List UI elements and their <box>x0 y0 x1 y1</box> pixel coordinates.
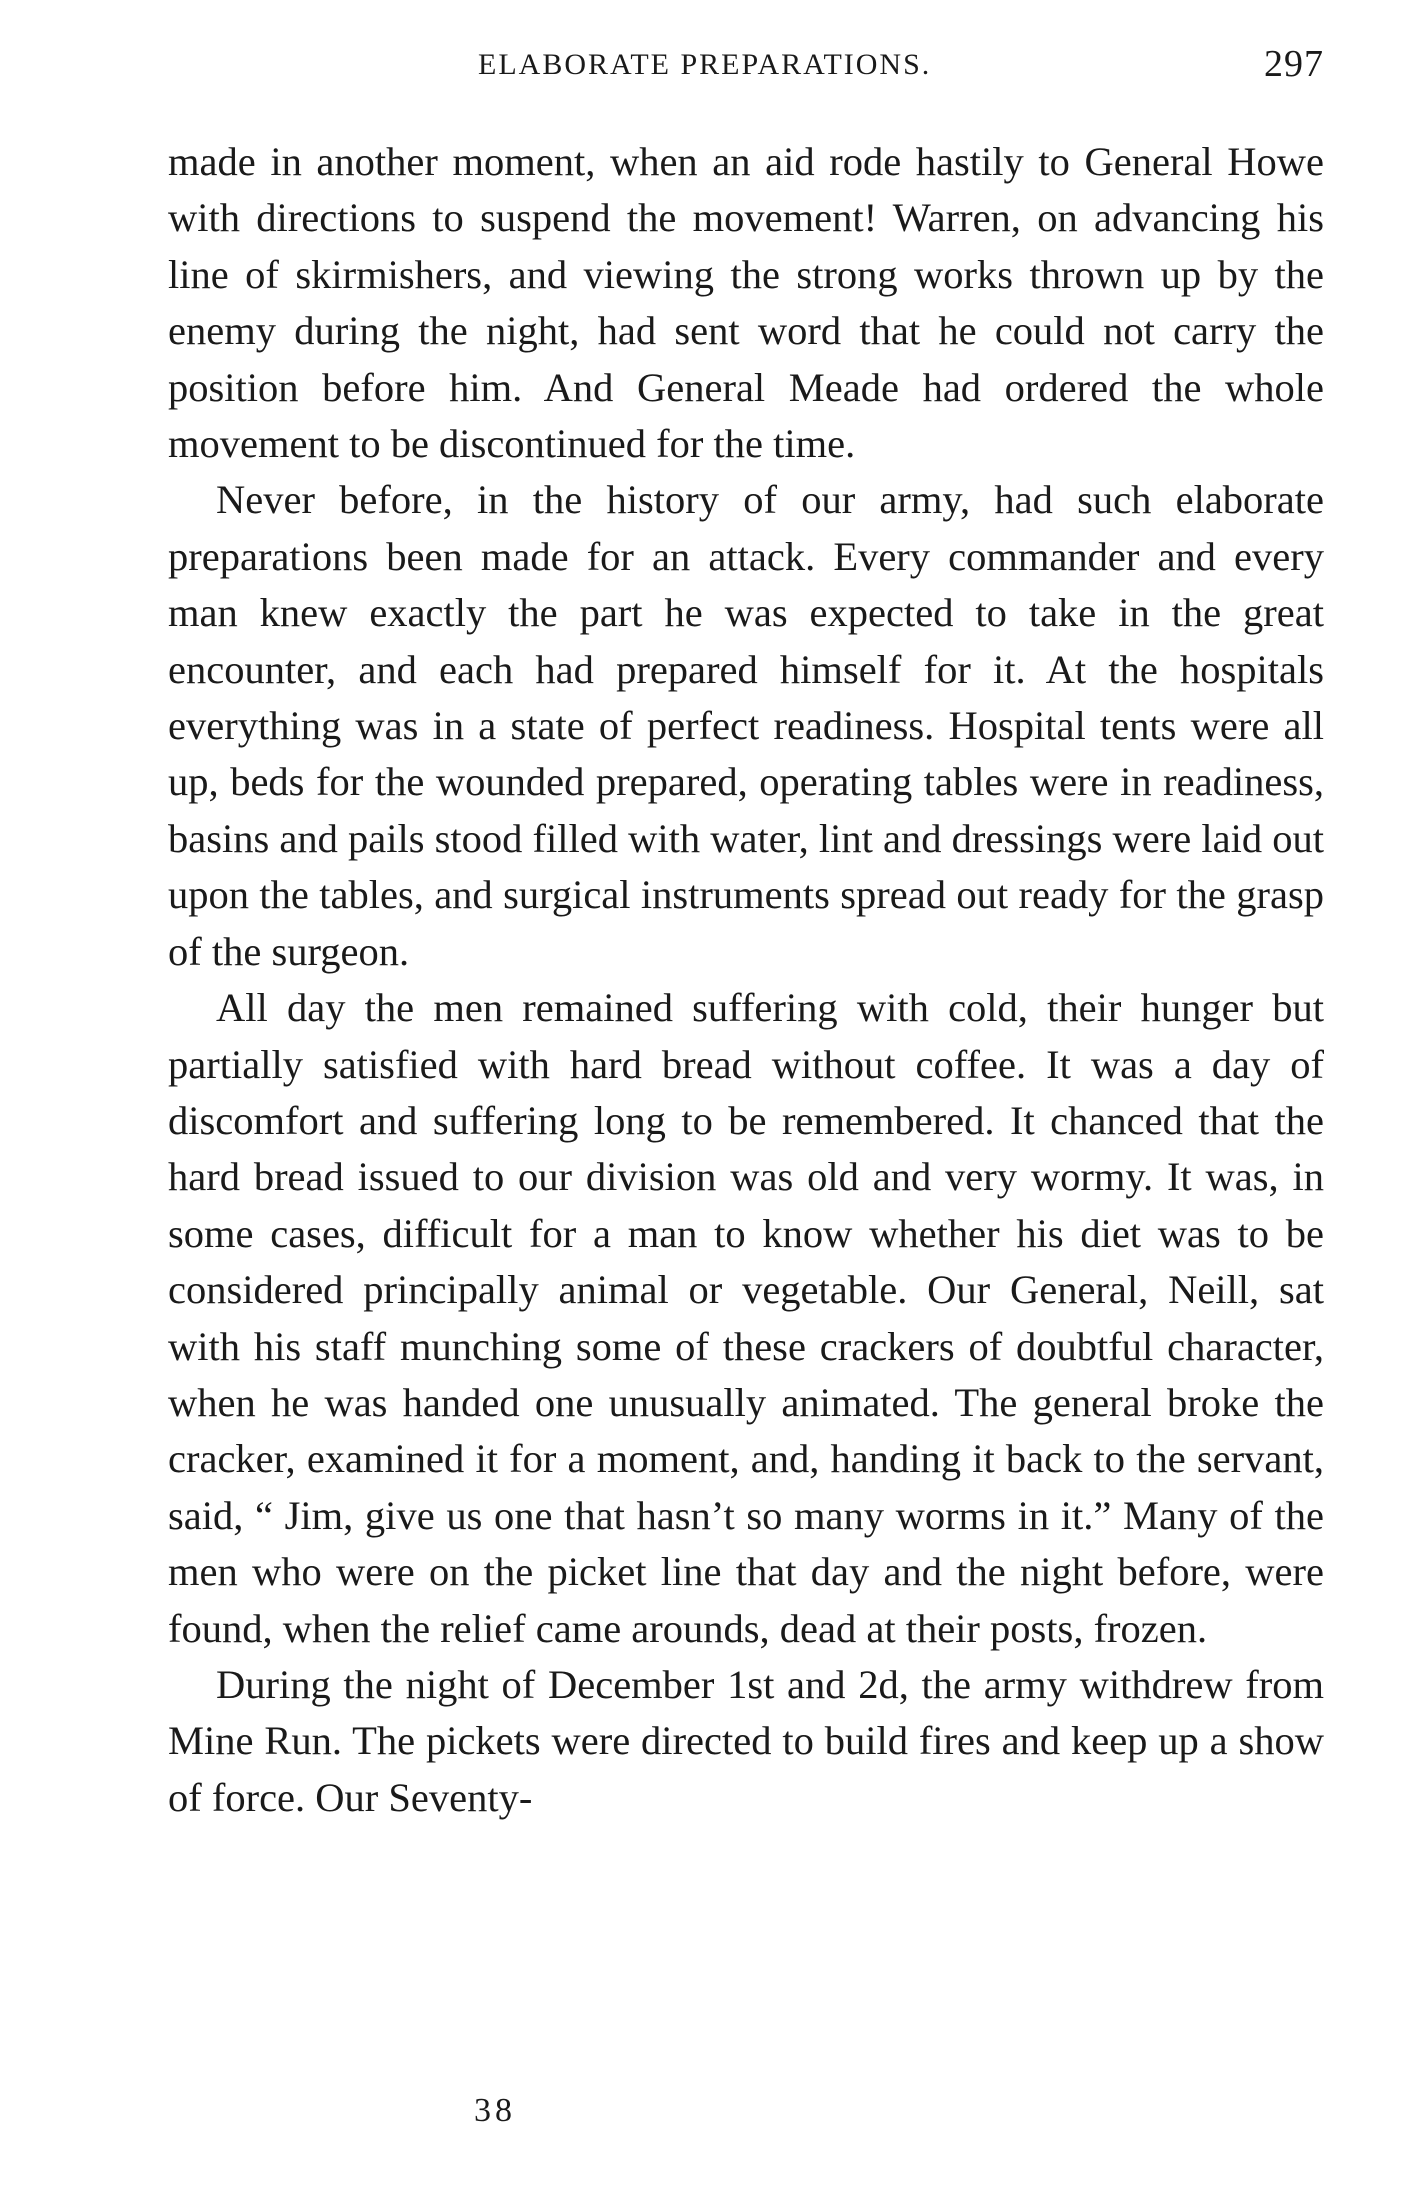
paragraph-withdrawal: During the night of December 1st and 2d, the army withdrew from Mine Run. The pickets were directed to build fires and keep up a show of force. Our Seventy- <box>168 1661 1324 1820</box>
page-header <box>168 42 1324 92</box>
paragraph-cold-and-hunger: All day the men remained suffering with cold, their hunger but partially satisfied with hard bread without coffee. It was a day of discomfort and suffering long to be remembered. It chanced that the hard bread issued to our division was old and very wormy. It was, in some cases, difficult for a man to know whether his diet was to be considered principally animal or vegetable. Our General, Neill, sat with his staff munching some of these crackers of doubtful character, when he was handed one unusually animated. The general broke the cracker, examined it for a moment, and, handing it back to the servant, said, “ Jim, give us one that hasn’t so many worms in it.” Many of the men who were on the picket line that day and the night before, were found, when the relief came arounds, dead at their posts, frozen. <box>168 985 1324 1651</box>
paragraph-continuation: made in another moment, when an aid rode hastily to General Howe with directions to suspend the movement! Warren, on advancing his line of skirmishers, and viewing the strong works thrown up by the enemy during the night, had sent word that he could not carry the position before him. And General Meade had ordered the whole movement to be discontinued for the time. <box>168 139 1324 467</box>
signature-mark: 38 <box>474 2092 516 2129</box>
page-number: 297 <box>1264 43 1324 85</box>
running-head: ELABORATE PREPARATIONS. <box>478 48 932 81</box>
body-text <box>168 134 1324 1826</box>
paragraph-preparations: Never before, in the history of our army, had such elaborate preparations been made for an attack. Every commander and every man knew exactly the part he was expected to take in the great encounter, and each had prepared himself for it. At the hospitals everything was in a state of perfect readiness. Hospital tents were all up, beds for the wounded prepared, operating tables were in readiness, basins and pails stood filled with water, lint and dressings were laid out upon the tables, and surgical instruments spread out ready for the grasp of the surgeon. <box>168 477 1324 974</box>
